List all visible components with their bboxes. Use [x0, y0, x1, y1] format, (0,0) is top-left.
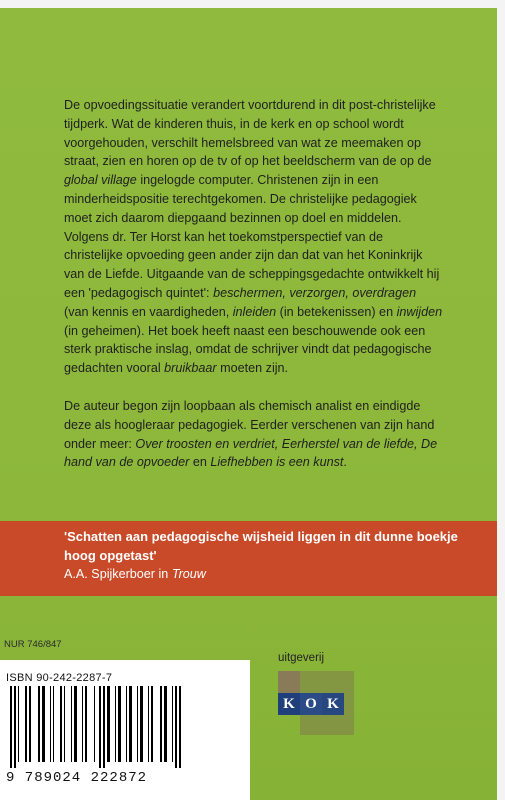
- barcode-bar: [126, 686, 127, 762]
- barcode-bar: [85, 686, 87, 762]
- quote-source-publication: Trouw: [171, 567, 206, 581]
- barcode-bar: [38, 686, 40, 762]
- blurb-p1-run: (in geheimen). Het boek heeft naast een beschouwende ook een sterk praktische inslag, omdat de schrijver vindt dat pedagogische gedachten vooral: [64, 323, 432, 376]
- barcode-bar: [74, 686, 77, 762]
- logo-letter-k2: K: [327, 696, 339, 712]
- logo-letter-k1: K: [283, 696, 295, 712]
- barcode-bar: [137, 686, 138, 762]
- publisher-label: uitgeverij: [278, 652, 325, 664]
- barcode-bar: [160, 686, 162, 762]
- blurb-p2-run: .: [343, 455, 347, 470]
- blurb-p1-run: moeten zijn.: [216, 361, 289, 376]
- barcode-bar: [103, 686, 105, 768]
- blurb-p1-run: ingelogde computer. Christenen zijn in een minderheidspositie terechtgekomen. De christelijke pedagogiek moet zich daarom diepgaand bezinnen op doel en middelen. Volgens dr. Ter Horst kan het toekomstperspectief van de christelijke opvoeding geen ander zijn dan dat van het Koninkrijk van de Liefde. Uitgaande van de scheppingsgedachte ontwikkelt hij een 'pedagogisch quintet':: [64, 173, 440, 300]
- kok-logo: [278, 671, 354, 735]
- blurb-p2-run: Liefhebben is een kunst: [210, 455, 344, 470]
- quote-source: [64, 565, 464, 584]
- logo-letter-o: O: [305, 696, 317, 712]
- blurb-p1-run: beschermen, verzorgen, overdragen: [213, 285, 417, 300]
- barcode-bar: [94, 686, 95, 762]
- barcode-bar: [50, 686, 51, 762]
- barcode-bar: [25, 686, 27, 762]
- review-quote: [64, 527, 464, 584]
- quote-source-name: A.A. Spijkerboer in: [64, 567, 172, 581]
- barcode-bar: [129, 686, 132, 762]
- barcode: [8, 686, 240, 768]
- barcode-bar: [53, 686, 54, 762]
- nur-code: NUR 746/847: [4, 639, 62, 650]
- barcode-bar: [179, 686, 181, 768]
- barcode-bar: [175, 686, 177, 768]
- barcode-bar: [14, 686, 16, 768]
- barcode-bar: [148, 686, 149, 762]
- barcode-bar: [60, 686, 62, 762]
- blurb-p2-run: De auteur begon zijn loopbaan als chemisch analist en eindigde deze als hoogleraar pedagogiek. Eerder verschenen van zijn hand onder meer:: [64, 398, 435, 451]
- blurb-p1-run: bruikbaar: [164, 361, 217, 376]
- blurb-p1-run: De opvoedingssituatie verandert voortdurend in dit post-christelijke tijdperk. Wat de kinderen thuis, in de kerk en op school wordt voorgehouden, verschilt hemelsbreed van wat ze meemaken op straat, zien en horen op de tv of op het beeldscherm van de op de: [64, 98, 436, 169]
- barcode-bar: [107, 686, 110, 762]
- barcode-bar: [151, 686, 153, 762]
- blurb-paragraph-1: [64, 96, 444, 378]
- barcode-bar: [82, 686, 83, 762]
- blurb-p1-run: (van kennis en vaardigheden,: [64, 304, 233, 319]
- blurb-p2-run: Over troosten en verdriet, Eerherstel van de liefde, De hand van de opvoeder: [64, 436, 438, 470]
- barcode-bar: [140, 686, 143, 762]
- barcode-bar: [18, 686, 19, 762]
- blurb-p1-run: inleiden: [232, 304, 277, 319]
- blurb-p1-run: inwijden: [396, 304, 443, 319]
- barcode-bar: [172, 686, 173, 762]
- blurb-paragraph-2: [64, 397, 444, 472]
- scan-border-right: [497, 0, 505, 800]
- barcode-bar: [29, 686, 31, 762]
- barcode-bar: [42, 686, 45, 762]
- barcode-bar: [10, 686, 12, 768]
- blurb-p1-run: (in betekenissen) en: [276, 304, 397, 319]
- blurb-p2-run: en: [189, 455, 211, 470]
- ean-number: 9 789024 222872: [6, 770, 148, 786]
- quote-text: 'Schatten aan pedagogische wijsheid liggen in dit dunne boekje hoog opgetast': [64, 529, 458, 563]
- isbn-label: ISBN 90-242-2287-7: [6, 672, 113, 684]
- scan-border-top: [0, 0, 505, 8]
- barcode-bar: [99, 686, 101, 768]
- barcode-bar: [118, 686, 121, 762]
- barcode-bar: [115, 686, 116, 762]
- barcode-bar: [164, 686, 167, 762]
- barcode-bar: [71, 686, 72, 762]
- blurb-text: [64, 96, 444, 472]
- barcode-bar: [64, 686, 65, 762]
- blurb-p1-run: global village: [64, 173, 137, 188]
